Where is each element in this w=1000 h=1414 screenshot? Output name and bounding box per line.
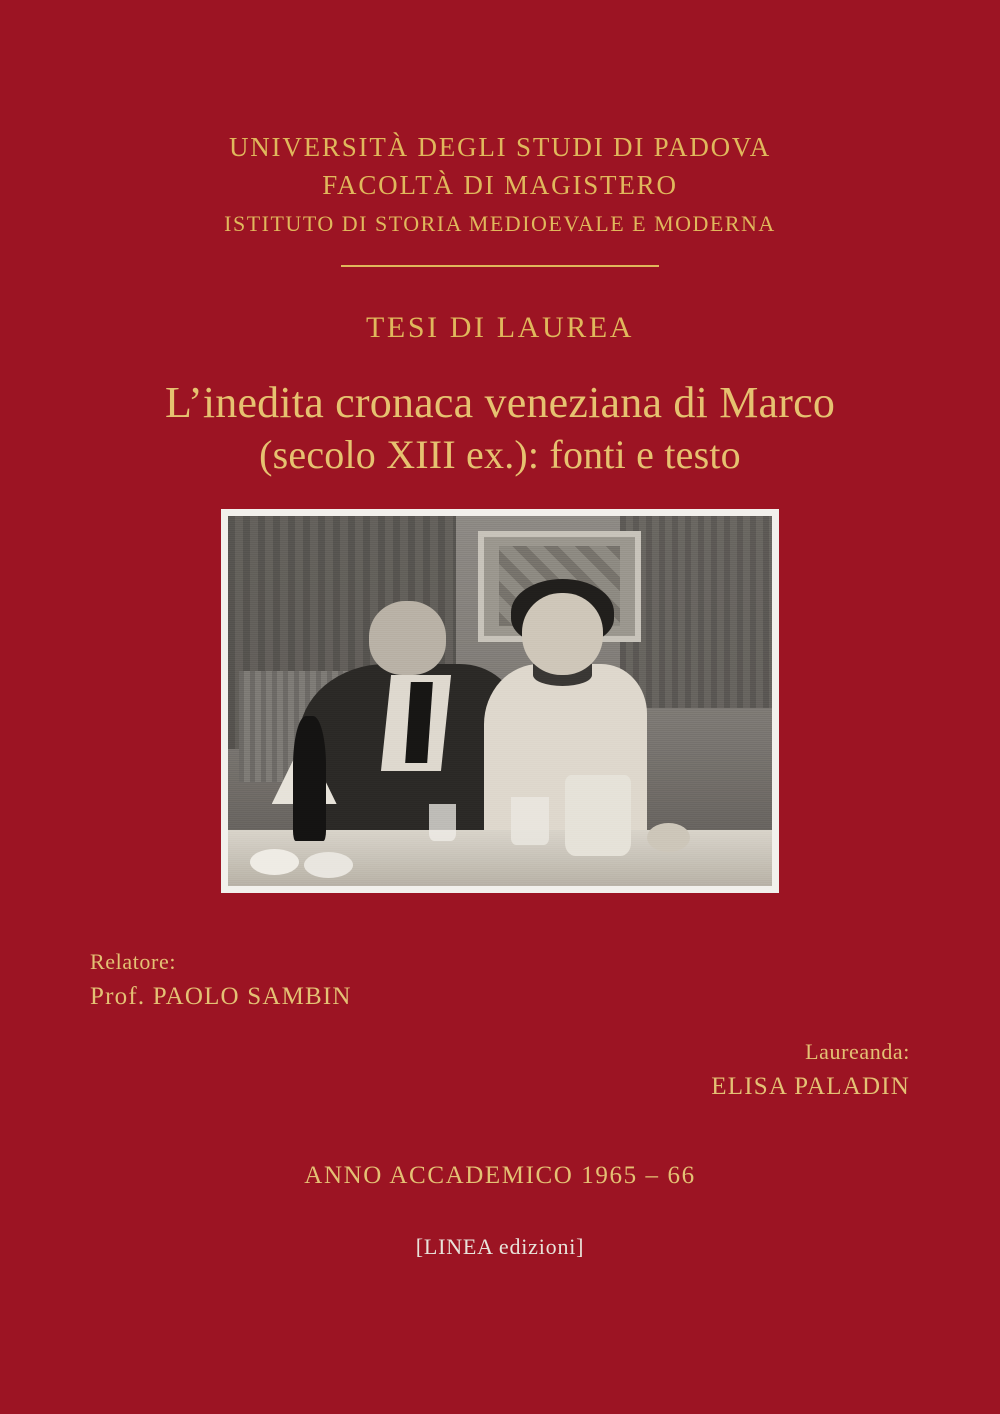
supervisor-name: Prof. PAOLO SAMBIN: [90, 982, 352, 1010]
cover-photo: [228, 516, 772, 886]
supervisor-role-label: Relatore:: [90, 948, 177, 974]
candidate-block: [90, 1035, 910, 1106]
divider-rule: [341, 265, 659, 267]
institute-name: ISTITUTO DI STORIA MEDIOEVALE E MODERNA: [224, 210, 776, 236]
cover-photo-frame: [221, 509, 779, 893]
thesis-label: TESI DI LAUREA: [365, 310, 635, 344]
faculty-name: FACOLTÀ DI MAGISTERO: [322, 170, 678, 201]
institution-block: [224, 128, 776, 267]
university-name: UNIVERSITÀ DEGLI STUDI DI PADOVA: [228, 132, 772, 162]
page-title: [70, 375, 930, 481]
publisher-name: [LINEA edizioni]: [415, 1233, 585, 1259]
supervisor-block: [90, 945, 910, 1016]
candidate-name: ELISA PALADIN: [711, 1073, 910, 1101]
title-line-1: L’inedita cronaca veneziana di Marco: [164, 377, 836, 427]
academic-year: ANNO ACCADEMICO 1965 – 66: [304, 1161, 696, 1189]
candidate-role-label: Laureanda:: [805, 1039, 910, 1065]
photo-film-grain: [228, 516, 772, 886]
credits-block: [90, 945, 910, 1106]
title-line-2: (secolo XIII ex.): fonti e testo: [259, 432, 741, 478]
